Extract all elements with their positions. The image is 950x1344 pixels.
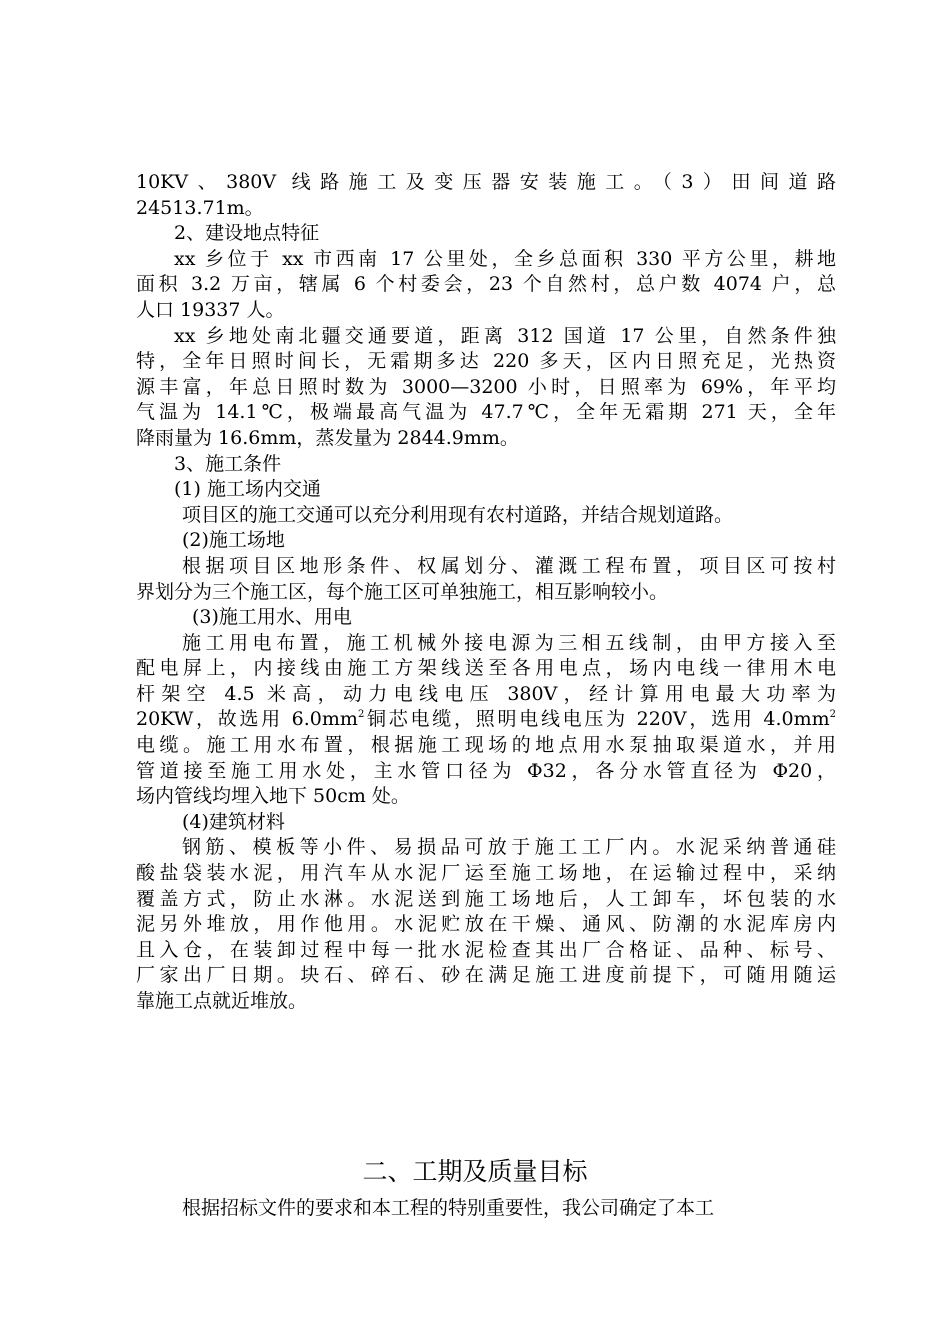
subheading-site-traffic: (1) 施工场内交通 bbox=[174, 478, 321, 501]
text-line: 泥另外堆放，用作他用。水泥贮放在干燥、通风、防潮的水泥库房内 bbox=[136, 913, 836, 936]
subheading-construction-conditions: 3、施工条件 bbox=[174, 452, 282, 475]
text-line: 且入仓，在装卸过程中每一批水泥检查其出厂合格证、品种、标号、 bbox=[136, 938, 836, 961]
text-line: 杆架空 4.5 米高，动力电线电压 380V，经计算用电最大功率为 bbox=[136, 682, 836, 705]
text-line-with-superscript bbox=[136, 707, 836, 733]
text-line: 酸盐袋装水泥，用汽车从水泥厂运至施工场地，在运输过程中，采纳 bbox=[136, 862, 836, 885]
text-line: 覆盖方式，防止水淋。水泥送到施工场地后，人工卸车，坏包装的水 bbox=[136, 887, 836, 910]
text-line: 根据项目区地形条件、权属划分、灌溉工程布置，项目区可按村 bbox=[182, 554, 836, 577]
text-line: 钢筋、模板等小件、易损品可放于施工工厂内。水泥采纳普通硅 bbox=[182, 836, 836, 859]
text-line: 特，全年日照时间长，无霜期多达 220 多天，区内日照充足，光热资 bbox=[136, 350, 836, 373]
text-line: 厂家出厂日期。块石、碎石、砂在满足施工进度前提下，可随用随运 bbox=[136, 964, 836, 987]
subheading-water-power: (3)施工用水、用电 bbox=[192, 606, 352, 629]
body-text bbox=[136, 170, 836, 1015]
subheading-building-materials: (4)建筑材料 bbox=[182, 810, 285, 833]
subheading-site-features: 2、建设地点特征 bbox=[174, 222, 320, 245]
text-line: 配电屏上，内接线由施工方架线送至各用电点，场内电线一律用木电 bbox=[136, 657, 836, 680]
text-line: 人口 19337 人。 bbox=[136, 298, 285, 321]
text-line: 根据招标文件的要求和本工程的特别重要性，我公司确定了本工 bbox=[182, 1197, 715, 1219]
text-line: xx 乡地处南北疆交通要道，距离 312 国道 17 公里，自然条件独 bbox=[174, 324, 836, 347]
text-line: xx 乡位于 xx 市西南 17 公里处，全乡总面积 330 平方公里，耕地 bbox=[174, 247, 836, 270]
text-line: 24513.71m。 bbox=[136, 196, 264, 219]
text-line: 降雨量为 16.6mm，蒸发量为 2844.9mm。 bbox=[136, 426, 519, 449]
text-line: 项目区的施工交通可以充分利用现有农村道路，并结合规划道路。 bbox=[182, 503, 734, 526]
text-line: 10KV、380V 线路施工及变压器安装施工。（3）田间道路 bbox=[136, 171, 836, 193]
text-line: 管道接至施工用水处，主水管口径为 Φ32，各分水管直径为 Φ20， bbox=[136, 759, 836, 782]
text-line: 界划分为三个施工区，每个施工区可单独施工，相互影响较小。 bbox=[136, 580, 669, 603]
superscript: 2 bbox=[357, 709, 365, 721]
text-line: 场内管线均埋入地下 50cm 处。 bbox=[136, 785, 410, 808]
text-line: 施工用电布置，施工机械外接电源为三相五线制，由甲方接入至 bbox=[182, 631, 836, 654]
text-line: 气温为 14.1℃，极端最高气温为 47.7℃，全年无霜期 271 天，全年 bbox=[136, 401, 836, 424]
text-segment: 铜芯电缆，照明电线电压为 220V，选用 4.0mm bbox=[364, 708, 830, 731]
text-line: 面积 3.2 万亩，辖属 6 个村委会，23 个自然村，总户数 4074 户，总 bbox=[136, 273, 836, 296]
text-line: 源丰富，年总日照时数为 3000—3200 小时，日照率为 69%，年平均 bbox=[136, 375, 836, 398]
subheading-construction-site: (2)施工场地 bbox=[182, 529, 285, 552]
text-segment: 20KW，故选用 6.0mm bbox=[136, 708, 358, 731]
superscript: 2 bbox=[829, 709, 836, 721]
section-heading: 二、工期及质量目标 bbox=[362, 1157, 588, 1186]
text-line: 靠施工点就近堆放。 bbox=[136, 990, 308, 1012]
text-line: 电缆。施工用水布置，根据施工现场的地点用水泵抽取渠道水，并用 bbox=[136, 734, 836, 757]
